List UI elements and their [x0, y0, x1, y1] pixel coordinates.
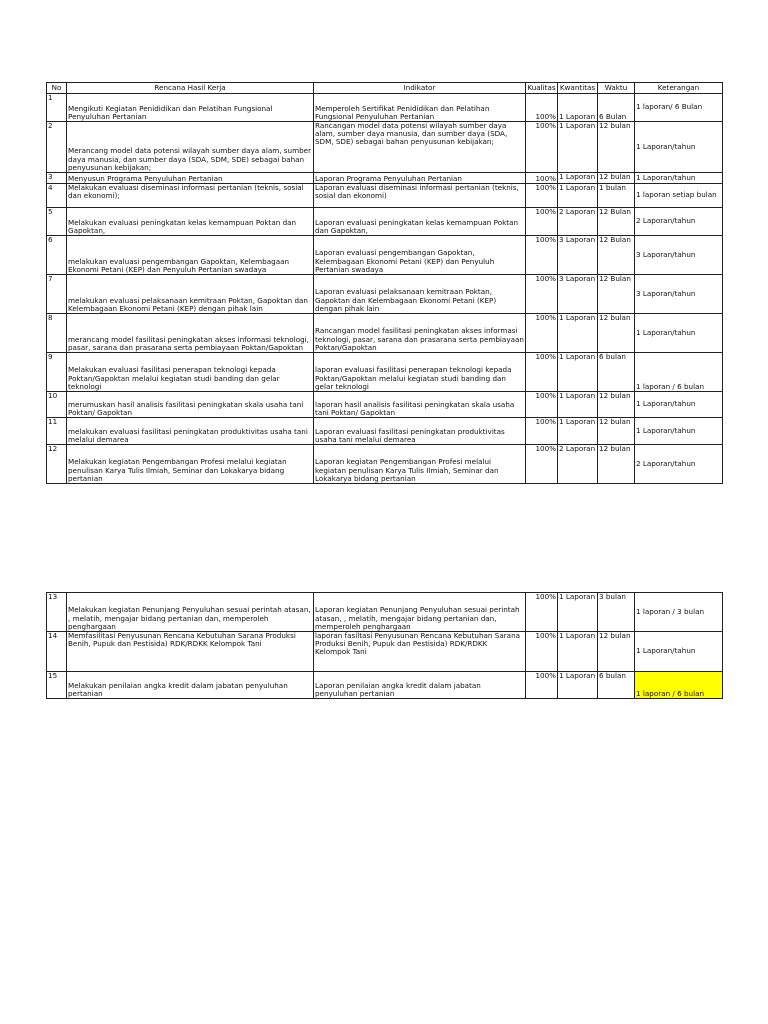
cell-no: 2 [47, 122, 67, 173]
table-row [47, 208, 723, 236]
table-row [47, 445, 723, 484]
header-keterangan: Keterangan [635, 83, 723, 94]
cell-kwantitas: 3 Laporan [558, 236, 598, 275]
cell-waktu: 6 Bulan [598, 94, 635, 122]
cell-waktu: 12 bulan [598, 418, 635, 445]
cell-waktu: 12 bulan [598, 445, 635, 484]
cell-no: 11 [47, 418, 67, 445]
cell-rencana: Mengikuti Kegiatan Penididikan dan Pelatihan Fungsional Penyuluhan Pertanian [67, 94, 314, 122]
cell-kwantitas: 1 Laporan [558, 173, 598, 184]
cell-rencana: Menyusun Programa Penyuluhan Pertanian [67, 173, 314, 184]
cell-keterangan: 1 laporan / 6 bulan [635, 353, 723, 392]
cell-kwantitas: 2 Laporan [558, 208, 598, 236]
cell-keterangan: 1 laporan/ 6 Bulan [635, 94, 723, 122]
cell-no: 5 [47, 208, 67, 236]
cell-rencana: Melakukan penilaian angka kredit dalam jabatan penyuluhan pertanian [67, 672, 314, 699]
cell-indikator: laporan hasil analisis fasilitasi peningkatan skala usaha tani Poktan/ Gapoktan [314, 392, 526, 418]
cell-rencana: Melakukan evaluasi fasilitasi penerapan teknologi kepada Poktan/Gapoktan melalui kegiatan studi banding dan gelar teknologi [67, 353, 314, 392]
cell-keterangan: 1 Laporan/tahun [635, 418, 723, 445]
work-plan-table [46, 82, 723, 484]
cell-kualitas: 100% [526, 672, 558, 699]
cell-keterangan: 1 Laporan/tahun [635, 392, 723, 418]
cell-waktu: 1 bulan [598, 184, 635, 208]
cell-waktu: 12 Bulan [598, 236, 635, 275]
work-plan-table-continued [46, 592, 723, 699]
cell-kwantitas: 1 Laporan [558, 184, 598, 208]
cell-waktu: 12 Bulan [598, 275, 635, 314]
cell-kualitas: 100% [526, 236, 558, 275]
cell-kualitas: 100% [526, 392, 558, 418]
cell-keterangan: 1 laporan / 3 bulan [635, 593, 723, 632]
cell-kwantitas: 1 Laporan [558, 314, 598, 353]
header-rencana: Rencana Hasil Kerja [67, 83, 314, 94]
header-row [47, 83, 723, 94]
cell-kualitas: 100% [526, 445, 558, 484]
cell-kwantitas: 1 Laporan [558, 392, 598, 418]
cell-keterangan: 1 Laporan/tahun [635, 173, 723, 184]
cell-waktu: 12 bulan [598, 632, 635, 672]
table-row [47, 672, 723, 699]
cell-keterangan: 2 Laporan/tahun [635, 445, 723, 484]
header-waktu: Waktu [598, 83, 635, 94]
cell-waktu: 12 Bulan [598, 208, 635, 236]
cell-no: 9 [47, 353, 67, 392]
cell-indikator: Laporan penilaian angka kredit dalam jabatan penyuluhan pertanian [314, 672, 526, 699]
cell-kualitas: 100% [526, 632, 558, 672]
cell-rencana: merancang model fasilitasi peningkatan akses informasi teknologi, pasar, sarana dan prasarana serta pembiayaan Poktan/Gapoktan [67, 314, 314, 353]
cell-no: 12 [47, 445, 67, 484]
cell-indikator: Rancangan model data potensi wilayah sumber daya alam, sumber daya manusia, dan sumber daya (SDA, SDM, SDE) sebagai bahan penyusunan kebijakan; [314, 122, 526, 173]
cell-kualitas: 100% [526, 314, 558, 353]
cell-kualitas: 100% [526, 275, 558, 314]
cell-kwantitas: 3 Laporan [558, 275, 598, 314]
header-no: No [47, 83, 67, 94]
cell-rencana: Melakukan evaluasi diseminasi informasi pertanian (teknis, sosial dan ekonomi); [67, 184, 314, 208]
table-row [47, 632, 723, 672]
cell-waktu: 12 bulan [598, 314, 635, 353]
cell-kualitas: 100% [526, 122, 558, 173]
cell-keterangan: 3 Laporan/tahun [635, 236, 723, 275]
cell-keterangan: 1 Laporan/tahun [635, 122, 723, 173]
cell-kualitas: 100% [526, 418, 558, 445]
cell-rencana: merumuskan hasil analisis fasilitasi peningkatan skala usaha tani Poktan/ Gapoktan [67, 392, 314, 418]
cell-indikator: Laporan evaluasi diseminasi informasi pertanian (teknis, sosial dan ekonomi) [314, 184, 526, 208]
cell-rencana: melakukan evaluasi pelaksanaan kemitraan Poktan, Gapoktan dan Kelembagaan Ekonomi Petani (KEP) dengan pihak lain [67, 275, 314, 314]
cell-no: 7 [47, 275, 67, 314]
cell-kwantitas: 1 Laporan [558, 353, 598, 392]
cell-rencana: Melakukan evaluasi peningkatan kelas kemampuan Poktan dan Gapoktan, [67, 208, 314, 236]
cell-no: 6 [47, 236, 67, 275]
cell-indikator: Laporan evaluasi peningkatan kelas kemampuan Poktan dan Gapoktan, [314, 208, 526, 236]
cell-indikator: Laporan evaluasi fasilitasi peningkatan produktivitas usaha tani melalui demarea [314, 418, 526, 445]
table-row [47, 94, 723, 122]
table-row [47, 353, 723, 392]
table-row [47, 593, 723, 632]
cell-waktu: 6 bulan [598, 672, 635, 699]
cell-rencana: melakukan evaluasi fasilitasi peningkatan produktivitas usaha tani melalui demarea [67, 418, 314, 445]
header-indikator: Indikator [314, 83, 526, 94]
table-row [47, 173, 723, 184]
cell-kwantitas: 1 Laporan [558, 672, 598, 699]
cell-indikator: Laporan evaluasi pengembangan Gapoktan, Kelembagaan Ekonomi Petani (KEP) dan Penyuluh Pertanian swadaya [314, 236, 526, 275]
table-row [47, 314, 723, 353]
cell-indikator: Laporan kegiatan Pengembangan Profesi melalui kegiatan penulisan Karya Tulis Ilmiah, Seminar dan Lokakarya bidang pertanian [314, 445, 526, 484]
cell-kwantitas: 1 Laporan [558, 94, 598, 122]
header-kwantitas: Kwantitas [558, 83, 598, 94]
cell-no: 8 [47, 314, 67, 353]
table-row [47, 418, 723, 445]
cell-kwantitas: 1 Laporan [558, 632, 598, 672]
cell-kwantitas: 2 Laporan [558, 445, 598, 484]
table-row [47, 184, 723, 208]
cell-no: 1 [47, 94, 67, 122]
cell-kwantitas: 1 Laporan [558, 593, 598, 632]
cell-waktu: 12 bulan [598, 392, 635, 418]
cell-keterangan: 1 Laporan/tahun [635, 314, 723, 353]
cell-kualitas: 100% [526, 173, 558, 184]
cell-kwantitas: 1 Laporan [558, 418, 598, 445]
cell-waktu: 3 bulan [598, 593, 635, 632]
cell-rencana: Memfasilitasi Penyusunan Rencana Kebutuhan Sarana Produksi Benih, Pupuk dan Pestisida) RDK/RDKK Kelompok Tani [67, 632, 314, 672]
cell-kualitas: 100% [526, 593, 558, 632]
cell-indikator: Laporan Programa Penyuluhan Pertanian [314, 173, 526, 184]
cell-no: 14 [47, 632, 67, 672]
cell-no: 15 [47, 672, 67, 699]
cell-keterangan-highlighted: 1 laporan / 6 bulan [635, 672, 723, 699]
cell-kualitas: 100% [526, 353, 558, 392]
cell-rencana: Melakukan kegiatan Pengembangan Profesi melalui kegiatan penulisan Karya Tulis Ilmiah, Seminar dan Lokakarya bidang pertanian [67, 445, 314, 484]
table-row [47, 236, 723, 275]
cell-indikator: Memperoleh Sertifikat Penididikan dan Pelatihan Fungsional Penyuluhan Pertanian [314, 94, 526, 122]
table-row [47, 275, 723, 314]
cell-waktu: 12 bulan [598, 122, 635, 173]
cell-indikator: Laporan kegiatan Penunjang Penyuluhan sesuai perintah atasan, , melatih, mengajar bidang pertanian dan, memperoleh penghargaan [314, 593, 526, 632]
cell-kwantitas: 1 Laporan [558, 122, 598, 173]
cell-keterangan: 1 laporan setiap bulan [635, 184, 723, 208]
cell-no: 3 [47, 173, 67, 184]
cell-indikator: laporan evaluasi fasilitasi penerapan teknologi kepada Poktan/Gapoktan melalui kegiatan studi banding dan gelar teknologi [314, 353, 526, 392]
cell-indikator: laporan fasiltasi Penyusunan Rencana Kebutuhan Sarana Produksi Benih, Pupuk dan Pestisida) RDK/RDKK Kelompok Tani [314, 632, 526, 672]
cell-indikator: Rancangan model fasilitasi peningkatan akses informasi teknologi, pasar, sarana dan prasarana serta pembiayaan Poktan/Gapoktan [314, 314, 526, 353]
cell-kualitas: 100% [526, 184, 558, 208]
table-row [47, 392, 723, 418]
cell-keterangan: 1 Laporan/tahun [635, 632, 723, 672]
cell-kualitas: 100% [526, 94, 558, 122]
cell-waktu: 6 bulan [598, 353, 635, 392]
cell-keterangan: 3 Laporan/tahun [635, 275, 723, 314]
cell-rencana: melakukan evaluasi pengembangan Gapoktan, Kelembagaan Ekonomi Petani (KEP) dan Penyuluh Pertanian swadaya [67, 236, 314, 275]
cell-rencana: Melakukan kegiatan Penunjang Penyuluhan sesuai perintah atasan, , melatih, mengajar bidang pertanian dan, memperoleh penghargaan [67, 593, 314, 632]
cell-no: 4 [47, 184, 67, 208]
cell-no: 10 [47, 392, 67, 418]
header-kualitas: Kualitas [527, 82, 556, 92]
cell-no: 13 [47, 593, 67, 632]
cell-keterangan: 2 Laporan/tahun [635, 208, 723, 236]
cell-indikator: Laporan evaluasi pelaksanaan kemitraan Poktan, Gapoktan dan Kelembagaan Ekonomi Petani (KEP) dengan pihak lain [314, 275, 526, 314]
cell-waktu: 12 bulan [598, 173, 635, 184]
cell-rencana: Merancang model data potensi wilayah sumber daya alam, sumber daya manusia, dan sumber daya (SDA, SDM, SDE) sebagai bahan penyusunan kebijakan; [67, 122, 314, 173]
table-row [47, 122, 723, 173]
cell-kualitas: 100% [526, 208, 558, 236]
